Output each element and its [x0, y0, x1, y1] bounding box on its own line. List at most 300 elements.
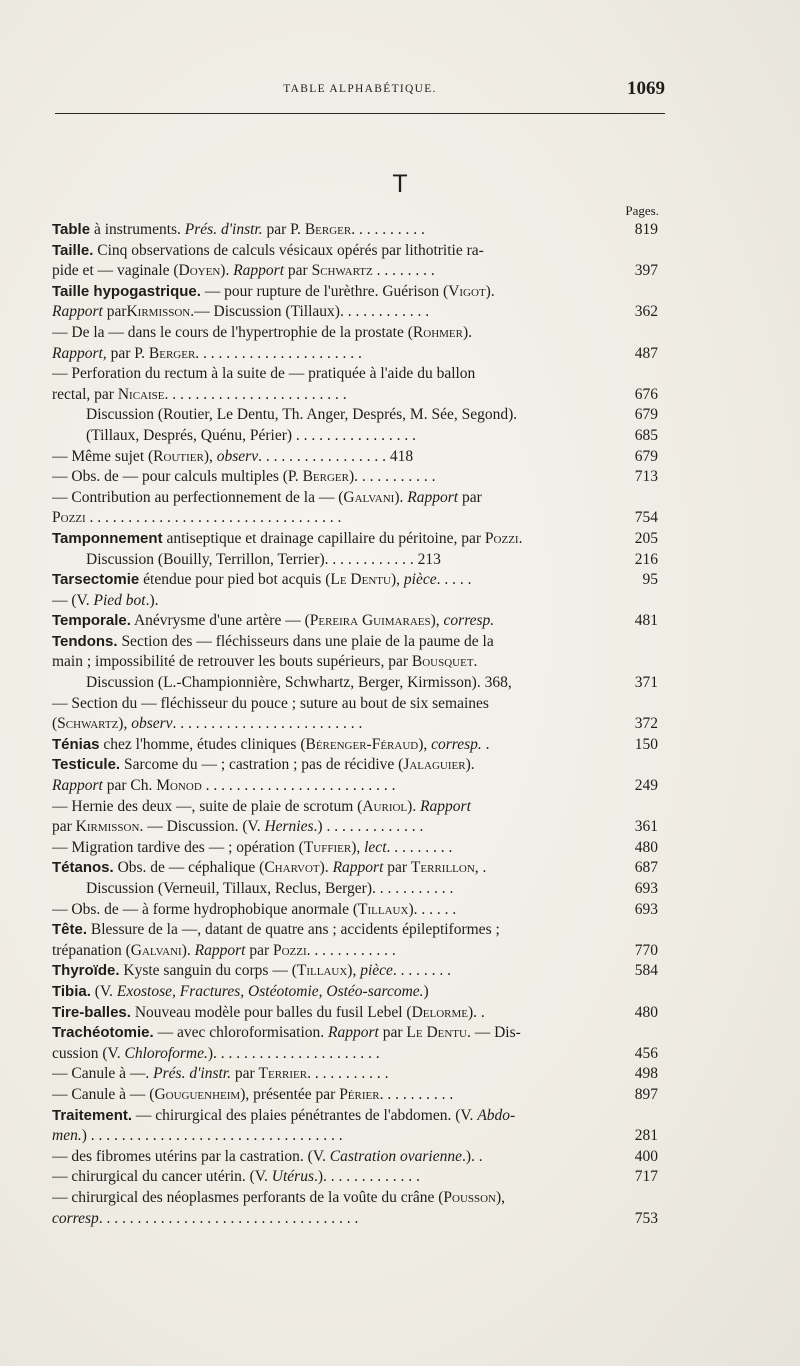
italic-text: pièce [360, 962, 393, 980]
text-segment: Blessure de la —, datant de quatre ans ; accidents épileptiformes ; [87, 921, 500, 939]
index-line [52, 591, 658, 612]
text-segment: étendue pour pied bot acquis ( [139, 571, 331, 589]
index-line [52, 652, 658, 673]
text-segment: — Obs. de — à forme hydrophobique anormale ( [52, 900, 359, 918]
entry-heading: Testicule. [52, 756, 121, 774]
text-segment: . . . . . . . . . . [379, 1085, 454, 1103]
index-line [52, 611, 658, 632]
index-line [52, 1023, 658, 1044]
italic-text: corresp. [431, 735, 482, 753]
author-name: Nicaise [117, 385, 165, 403]
italic-text: Rapport [52, 777, 103, 795]
page-reference: 456 [634, 1044, 658, 1062]
author-name: Pereira Guimaraes [309, 612, 431, 630]
index-line-text [52, 592, 159, 609]
text-segment: . . . . . . . . . . . . . . . . . . . . . . . . . . . . . . . . . [85, 509, 342, 527]
index-line-text [52, 1004, 485, 1021]
text-segment: .— Discussion (Tillaux). . . . . . . . . . . . [190, 303, 430, 321]
index-line-text [52, 736, 490, 753]
page-reference: 584 [634, 962, 658, 980]
italic-text: Hernies [264, 818, 314, 836]
text-segment: par P. [106, 344, 149, 362]
text-segment: ). [220, 262, 234, 280]
page-reference: 249 [634, 777, 658, 795]
text-segment: par [378, 1024, 407, 1042]
italic-text: observ [216, 447, 259, 465]
text-segment: ), [418, 735, 432, 753]
page-reference: 819 [634, 221, 658, 238]
text-segment: (V. [90, 982, 117, 1000]
text-segment: . . . . . . . . . . . [307, 1065, 389, 1083]
italic-text: Prés. d'instr. [153, 1065, 231, 1083]
italic-text: Rapport [332, 859, 384, 877]
text-segment: — des fibromes utérins par la castration. (V. [52, 1147, 330, 1165]
author-name: Vigot [448, 282, 486, 300]
index-line [52, 900, 658, 921]
text-segment: par [52, 818, 76, 836]
italic-text: observ [131, 715, 173, 733]
italic-text: Rapport [407, 488, 459, 506]
text-segment: — chirurgical des plaies pénétrantes de l'abdomen. (V. [132, 1106, 478, 1124]
italic-text: Chloroforme. [124, 1044, 208, 1062]
index-line-text [52, 942, 396, 959]
text-segment: ). [407, 797, 421, 815]
index-line [52, 1064, 658, 1085]
text-segment: ), [351, 838, 365, 856]
text-segment: Section des — fléchisseurs dans une plaie de la paume de la [117, 632, 494, 650]
page-reference: 717 [634, 1168, 658, 1186]
index-line-text [52, 1210, 358, 1227]
text-segment: par [102, 303, 127, 321]
author-name: Berger [302, 468, 349, 486]
page-number: 1069 [627, 78, 665, 99]
page-reference: 487 [634, 344, 658, 362]
entry-heading: Traitement. [52, 1106, 133, 1124]
text-segment: . — Discussion. (V. [139, 818, 265, 836]
text-segment: , . [474, 859, 487, 877]
text-segment: ). . . . . . [408, 900, 457, 918]
text-segment: — Canule à — ( [52, 1085, 155, 1103]
index-line [52, 920, 658, 941]
page-reference: 679 [634, 406, 658, 424]
author-name: Monod [156, 777, 202, 795]
index-line [52, 714, 658, 735]
index-line [52, 426, 658, 447]
text-segment: ), [203, 447, 217, 465]
index-line [52, 694, 658, 715]
text-segment: — Hernie des deux —, suite de plaie de scrotum ( [52, 797, 363, 815]
index-line [52, 755, 658, 776]
header-rule [55, 113, 665, 114]
index-line [52, 1003, 658, 1024]
page-reference: 481 [634, 612, 658, 630]
index-line [52, 879, 658, 900]
text-segment: .). . [461, 1147, 483, 1165]
text-segment: ( [52, 715, 58, 733]
text-segment: . [518, 529, 523, 547]
text-segment: par [245, 941, 273, 959]
index-line [52, 364, 658, 385]
text-segment: . [481, 735, 490, 753]
text-segment: ). . [468, 1003, 485, 1021]
italic-text: Rapport [328, 1024, 379, 1042]
text-segment: .). . . . . . . . . . . . . [314, 1168, 420, 1186]
text-segment: — (V. [52, 591, 94, 609]
author-name: Bérenger-Féraud [305, 735, 419, 753]
index-line [52, 1167, 658, 1188]
text-segment: ). [319, 859, 333, 877]
entry-heading: Trachéotomie. [52, 1024, 154, 1042]
italic-text: Prés. d'instr. [184, 221, 263, 238]
text-segment: Obs. de — céphalique ( [113, 859, 265, 877]
index-line-text [52, 509, 341, 526]
text-segment: . . . . . . . . . . [351, 221, 425, 238]
page-reference: 676 [634, 385, 658, 403]
index-line-text [52, 448, 413, 465]
text-segment: (Tillaux, Després, Quénu, Périer) . . . . . . . . . . . . . . . . [86, 426, 417, 444]
italic-text: Rapport [52, 303, 103, 321]
index-line [52, 1209, 658, 1230]
index-line [52, 797, 658, 818]
text-segment: . . . . . . . . . . . . . . . . . . . . . . . . [164, 385, 347, 403]
italic-text: pièce [403, 571, 437, 589]
page-reference: 95 [642, 571, 658, 589]
italic-text: Rapport, [52, 344, 107, 362]
page-reference: 498 [634, 1065, 658, 1083]
text-segment: à instruments. [90, 221, 185, 238]
index-line-text [52, 756, 475, 773]
index-line-text [52, 303, 429, 320]
entry-heading: Tibia. [52, 982, 91, 1000]
page-reference: 371 [634, 674, 658, 692]
text-segment: Anévrysme d'une artère — ( [130, 612, 310, 630]
index-line [52, 817, 658, 838]
index-line-text [86, 674, 512, 691]
author-name: Berger [148, 344, 196, 362]
italic-text: Utérus [271, 1168, 314, 1186]
author-name: Le Dentu [330, 571, 391, 589]
index-line-text [52, 283, 495, 300]
text-segment: . . . . . . . . . [386, 838, 453, 856]
text-segment: . . . . . [436, 571, 472, 589]
index-line [52, 570, 658, 591]
author-name: Kirmisson [126, 303, 191, 321]
index-line-text [52, 962, 451, 979]
text-segment: .) . . . . . . . . . . . . . [313, 818, 424, 836]
italic-text: corresp [52, 1209, 99, 1227]
entry-heading: Tire-balles. [52, 1003, 131, 1021]
text-segment: ). . . . . . . . . . . . . . . . . . . . . . [207, 1044, 380, 1062]
page-reference: 361 [634, 818, 658, 836]
text-segment: — Contribution au perfectionnement de la — ( [52, 488, 344, 506]
italic-text: Rapport [194, 941, 246, 959]
italic-text: Exostose, Fractures, Ostéotomie, Ostéo-sarcome. [116, 982, 424, 1000]
index-line-text [52, 386, 347, 403]
italic-text: men. [52, 1127, 82, 1145]
index-line-text [52, 818, 423, 835]
running-head [55, 78, 665, 102]
index-line-text [52, 612, 494, 629]
index-line [52, 447, 658, 468]
text-segment: — Obs. de — pour calculs multiples (P. [52, 468, 303, 486]
text-segment: ), présentée par [240, 1085, 340, 1103]
index-line [52, 220, 658, 241]
author-name: Doyen [178, 262, 221, 280]
text-segment: par [230, 1065, 259, 1083]
entry-heading: Tarsectomie [52, 571, 140, 589]
index-line [52, 858, 658, 879]
page-reference: 480 [634, 1003, 658, 1021]
index-line-text [52, 777, 396, 794]
index-line-text [52, 489, 482, 506]
text-segment: ), [430, 612, 444, 630]
text-segment: ) . . . . . . . . . . . . . . . . . . . . . . . . . . . . . . . . . [81, 1127, 343, 1145]
index-line [52, 632, 658, 653]
author-name: Tuffier [303, 838, 352, 856]
entry-heading: Taille. [52, 241, 94, 259]
page-reference: 397 [634, 262, 658, 280]
text-segment: Sarcome du — ; castration ; pas de récidive ( [120, 756, 404, 774]
text-segment: . . . . . . . . . . . . . . . . . 418 [258, 447, 414, 465]
index-line-text [52, 345, 362, 362]
italic-text: Abdo- [477, 1106, 516, 1124]
index-line [52, 261, 658, 282]
index-line [52, 405, 658, 426]
index-line [52, 385, 658, 406]
text-segment: ), [118, 715, 132, 733]
author-name: Berger [304, 221, 352, 238]
author-name: Galvani [130, 941, 182, 959]
text-segment: ), [347, 962, 361, 980]
index-line-text [52, 921, 500, 938]
page-reference: 400 [634, 1147, 658, 1165]
entry-heading: Thyroïde. [52, 962, 120, 980]
italic-text: Rapport [420, 797, 471, 815]
page-reference: 216 [634, 550, 658, 568]
index-line-text [52, 1086, 453, 1103]
index-line-text [52, 221, 425, 238]
text-segment: Discussion (L.-Championnière, Schwhartz, Berger, Kirmisson). 368, [86, 674, 512, 692]
index-line-text [52, 530, 522, 547]
index-line-text [52, 839, 452, 856]
text-segment: pide et — vaginale ( [52, 262, 179, 280]
page-reference: 372 [634, 715, 658, 733]
entry-heading: Tête. [52, 921, 88, 939]
index-line [52, 508, 658, 529]
index-line-text [52, 242, 484, 259]
text-segment: ). [394, 488, 408, 506]
author-name: Charvot [264, 859, 320, 877]
text-segment: Cinq observations de calculs vésicaux opérés par lithotritie ra- [93, 241, 484, 259]
page-reference: 205 [634, 529, 658, 547]
italic-text: Pied bot [93, 591, 146, 609]
index-line [52, 467, 658, 488]
italic-text: Rapport [233, 262, 285, 280]
text-segment: . . . . . . . . [392, 962, 452, 980]
text-segment: Discussion (Verneuil, Tillaux, Reclus, Berger). . . . . . . . . . . [86, 880, 454, 897]
text-segment: ). [485, 282, 495, 300]
text-segment: rectal, par [52, 385, 118, 403]
author-name: Jalaguier [403, 756, 466, 774]
author-name: Gouguenheim [154, 1085, 241, 1103]
index-line-text [52, 1189, 505, 1206]
text-segment: — Canule à —. [52, 1065, 154, 1083]
text-segment: . . . . . . . . [372, 262, 435, 280]
text-segment: — Perforation du rectum à la suite de — pratiquée à l'aide du ballon [52, 365, 476, 383]
italic-text: corresp. [443, 612, 495, 630]
index-line [52, 1147, 658, 1168]
author-name: Terrillon [410, 859, 475, 877]
page-reference: 687 [634, 859, 658, 877]
index-line-text [52, 1045, 380, 1062]
index-line-text [52, 1127, 343, 1144]
index-line [52, 1126, 658, 1147]
author-name: Pozzi [52, 509, 86, 527]
page-reference: 753 [634, 1209, 658, 1227]
author-name: Auriol [362, 797, 408, 815]
index-line-text [52, 695, 489, 712]
index-line [52, 838, 658, 859]
text-segment: . [473, 653, 478, 671]
page-reference: 362 [634, 303, 658, 321]
index-line [52, 344, 658, 365]
text-segment: par Ch. [102, 777, 157, 795]
entry-heading: Table [52, 221, 91, 238]
index-line [52, 282, 658, 303]
text-segment: Nouveau modèle pour balles du fusil Lebel ( [130, 1003, 412, 1021]
text-segment: . . . . . . . . . . . . . . . . . . . . . . [195, 344, 362, 362]
page-reference: 693 [634, 900, 658, 918]
index-line [52, 673, 658, 694]
page-reference: 480 [634, 838, 658, 856]
text-segment: — Section du — fléchisseur du pouce ; suture au bout de six semaines [52, 694, 489, 712]
index-entries [52, 220, 658, 1229]
text-segment: . . . . . . . . . . . . . . . . . . . . . . . . . . . . . . . . . . [98, 1209, 359, 1227]
text-segment: antiseptique et drainage capillaire du péritoine, par [162, 529, 485, 547]
author-name: Tillaux [296, 962, 348, 980]
author-name: Schwartz [57, 715, 119, 733]
text-segment: — De la — dans le cours de l'hypertrophie de la prostate ( [52, 323, 413, 341]
text-segment: ). [462, 323, 473, 341]
index-line [52, 488, 658, 509]
index-line-text [52, 262, 435, 279]
author-name: Pousson [443, 1188, 497, 1206]
entry-heading: Tamponnement [52, 529, 163, 547]
section-letter: T [392, 170, 408, 198]
index-line [52, 941, 658, 962]
index-line [52, 550, 658, 571]
text-segment: Discussion (Routier, Le Dentu, Th. Anger, Després, M. Sée, Segond). [86, 406, 518, 424]
entry-heading: Tendons. [52, 632, 118, 650]
pages-column-label: Pages. [625, 203, 659, 218]
text-segment: — Migration tardive des — ; opération ( [52, 838, 304, 856]
page-reference: 685 [634, 426, 658, 444]
italic-text: lect [364, 838, 387, 856]
author-name: Pozzi [272, 941, 307, 959]
index-line-text [86, 551, 441, 568]
text-segment: Discussion (Bouilly, Terrillon, Terrier). . . . . . . . . . . . 213 [86, 550, 441, 568]
index-line [52, 1188, 658, 1209]
running-title: TABLE ALPHABÉTIQUE. [283, 83, 437, 95]
index-line-text [52, 1024, 521, 1041]
entry-heading: Taille hypogastrique. [52, 282, 201, 300]
text-segment: cussion (V. [52, 1044, 125, 1062]
text-segment: chez l'homme, études cliniques ( [99, 735, 306, 753]
text-segment: — avec chloroformisation. [153, 1024, 329, 1042]
text-segment: — chirurgical des néoplasmes perforants de la voûte du crâne ( [52, 1188, 444, 1206]
index-line-text [86, 406, 517, 423]
entry-heading: Temporale. [52, 612, 131, 630]
index-line-text [52, 468, 436, 485]
index-line-text [86, 880, 453, 897]
index-line-text [86, 427, 416, 444]
index-line-text [52, 571, 471, 588]
index-line-text [52, 1168, 420, 1185]
page-reference: 281 [634, 1127, 658, 1145]
author-name: Le Dentu [406, 1024, 467, 1042]
index-line-text [52, 1148, 483, 1165]
index-line [52, 1106, 658, 1127]
author-name: Routier [153, 447, 204, 465]
index-line-text [52, 633, 494, 650]
text-segment: — Même sujet ( [52, 447, 154, 465]
entry-heading: Tétanos. [52, 859, 114, 877]
index-line-text [52, 324, 472, 341]
text-segment: par [284, 262, 312, 280]
text-segment: — pour rupture de l'urèthre. Guérison ( [200, 282, 449, 300]
index-line-text [52, 859, 486, 876]
text-segment: ), [390, 571, 404, 589]
page-reference: 679 [634, 447, 658, 465]
page-reference: 897 [634, 1085, 658, 1103]
text-segment: par P. [262, 221, 305, 238]
text-segment: trépanation ( [52, 941, 131, 959]
index-line-text [52, 1107, 515, 1124]
page-reference: 150 [634, 735, 658, 753]
author-name: Périer [339, 1085, 380, 1103]
author-name: Bousquet [411, 653, 474, 671]
author-name: Rohmer [412, 323, 463, 341]
text-segment: par [458, 488, 482, 506]
index-line-text [52, 983, 429, 1000]
index-line-text [52, 901, 456, 918]
italic-text: Castration ovarienne [329, 1147, 462, 1165]
index-line [52, 241, 658, 262]
text-segment: Kyste sanguin du corps — ( [119, 962, 297, 980]
index-line [52, 735, 658, 756]
entry-heading: Ténias [52, 735, 100, 753]
index-line [52, 961, 658, 982]
text-segment: . . . . . . . . . . . . . . . . . . . . . . . . . [201, 777, 396, 795]
text-segment: . . . . . . . . . . . . . . . . . . . . . . . . . [172, 715, 363, 733]
text-segment: .). [145, 591, 159, 609]
index-line [52, 529, 658, 550]
author-name: Terrier [258, 1065, 308, 1083]
text-segment: . — Dis- [466, 1024, 521, 1042]
index-line [52, 323, 658, 344]
text-segment: ). [181, 941, 195, 959]
index-line-text [52, 715, 362, 732]
index-line-text [52, 365, 475, 382]
author-name: Schwartz [311, 262, 373, 280]
index-line [52, 776, 658, 797]
page-reference: 770 [634, 941, 658, 959]
index-line [52, 1085, 658, 1106]
author-name: Kirmisson [75, 818, 140, 836]
index-line-text [52, 653, 477, 670]
text-segment: ). . . . . . . . . . . [348, 468, 436, 486]
author-name: Tillaux [358, 900, 409, 918]
